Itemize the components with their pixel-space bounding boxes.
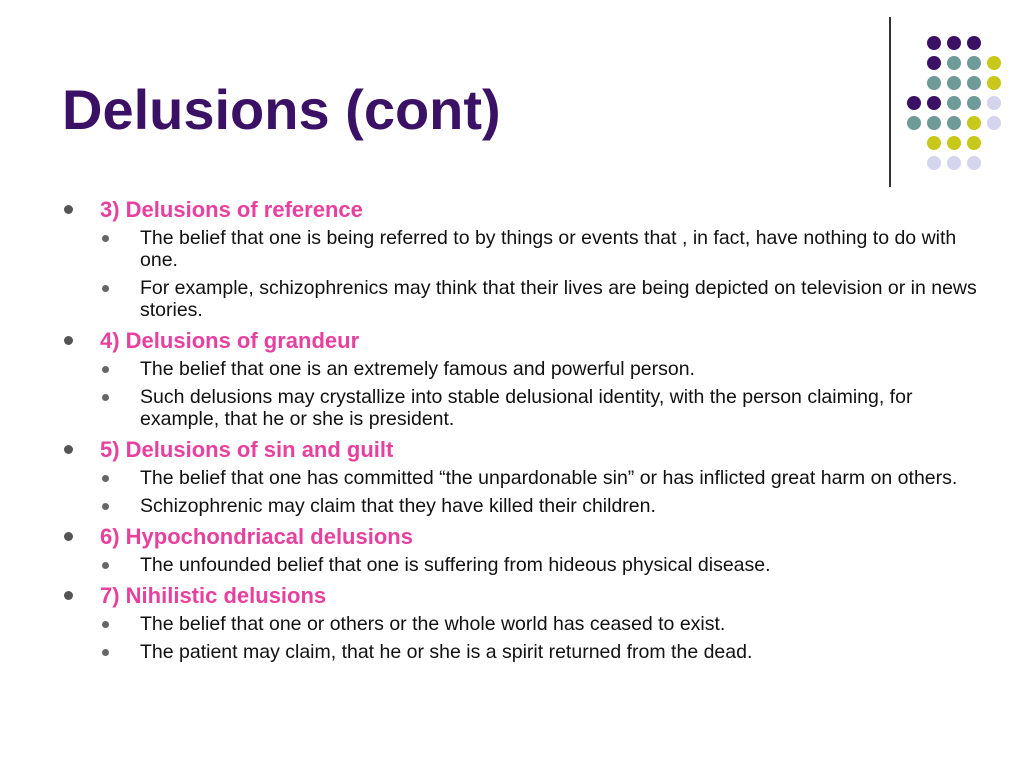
decorative-dot	[987, 156, 1001, 170]
decorative-dot	[987, 36, 1001, 50]
decorative-dot	[907, 156, 921, 170]
bullet-dot-icon	[102, 475, 109, 482]
section-heading: 7) Nihilistic delusions	[100, 583, 327, 608]
list-item	[100, 277, 982, 321]
section-points	[100, 227, 982, 321]
decorative-dot	[987, 76, 1001, 90]
decorative-dot-grid	[907, 16, 1001, 170]
decorative-dot	[967, 156, 981, 170]
decorative-dot	[967, 56, 981, 70]
point-text: The belief that one has committed “the unpardonable sin” or has inflicted great harm on others.	[140, 467, 958, 489]
bullet-dot-icon	[64, 205, 73, 214]
decorative-dot	[907, 96, 921, 110]
decorative-dot	[927, 156, 941, 170]
bullet-dot-icon	[102, 503, 109, 510]
decorative-dot	[947, 56, 961, 70]
bullet-dot-icon	[64, 336, 73, 345]
decorative-dot	[947, 96, 961, 110]
point-text: Schizophrenic may claim that they have killed their children.	[140, 495, 656, 517]
decorative-dot	[987, 116, 1001, 130]
decorative-dot	[987, 96, 1001, 110]
decorative-dot	[987, 16, 1001, 30]
section-heading: 4) Delusions of grandeur	[100, 328, 360, 353]
point-text: The patient may claim, that he or she is a spirit returned from the dead.	[140, 641, 753, 663]
section-item	[62, 196, 982, 321]
point-text: The belief that one is an extremely famous and powerful person.	[140, 358, 695, 380]
section-heading: 3) Delusions of reference	[100, 197, 363, 222]
bullet-dot-icon	[102, 394, 109, 401]
decorative-dot	[967, 36, 981, 50]
decorative-dot	[907, 136, 921, 150]
bullet-list	[62, 195, 982, 669]
decorative-dot	[967, 96, 981, 110]
section-item	[62, 327, 982, 430]
decorative-dot	[947, 76, 961, 90]
decorative-dot	[907, 56, 921, 70]
point-text: Such delusions may crystallize into stable delusional identity, with the person claiming, for example, that he or she is president.	[140, 386, 913, 430]
decorative-dot	[927, 56, 941, 70]
bullet-dot-icon	[64, 532, 73, 541]
point-text: The belief that one is being referred to by things or events that , in fact, have nothing to do with one.	[140, 227, 957, 271]
bullet-dot-icon	[64, 591, 73, 600]
section-points	[100, 613, 982, 663]
decorative-dot	[947, 16, 961, 30]
decorative-dot	[907, 16, 921, 30]
section-points	[100, 554, 982, 576]
decorative-dot	[927, 96, 941, 110]
list-item	[100, 386, 982, 430]
decorative-dot	[987, 56, 1001, 70]
bullet-dot-icon	[102, 285, 109, 292]
list-item	[100, 227, 982, 271]
point-text: For example, schizophrenics may think that their lives are being depicted on television or in news stories.	[140, 277, 977, 321]
point-text: The unfounded belief that one is suffering from hideous physical disease.	[140, 554, 771, 576]
decorative-dot	[947, 156, 961, 170]
title-divider-line	[889, 17, 891, 187]
bullet-dot-icon	[64, 445, 73, 454]
list-item	[100, 554, 982, 576]
list-item	[100, 495, 982, 517]
decorative-dot	[967, 116, 981, 130]
section-item	[62, 436, 982, 517]
decorative-dot	[947, 36, 961, 50]
section-heading: 6) Hypochondriacal delusions	[100, 524, 413, 549]
section-heading: 5) Delusions of sin and guilt	[100, 437, 394, 462]
decorative-dot	[947, 116, 961, 130]
decorative-dot	[927, 116, 941, 130]
slide-title: Delusions (cont)	[62, 78, 501, 141]
section-points	[100, 358, 982, 430]
decorative-dot	[927, 16, 941, 30]
decorative-dot	[907, 36, 921, 50]
decorative-dot	[987, 136, 1001, 150]
decorative-dot	[927, 76, 941, 90]
decorative-dot	[907, 76, 921, 90]
decorative-dot	[907, 116, 921, 130]
decorative-dot	[927, 136, 941, 150]
list-item	[100, 358, 982, 380]
decorative-dot	[947, 136, 961, 150]
list-item	[100, 613, 982, 635]
list-item	[100, 641, 982, 663]
bullet-dot-icon	[102, 235, 109, 242]
point-text: The belief that one or others or the whole world has ceased to exist.	[140, 613, 726, 635]
section-item	[62, 582, 982, 663]
bullet-dot-icon	[102, 621, 109, 628]
decorative-dot	[927, 36, 941, 50]
bullet-dot-icon	[102, 649, 109, 656]
bullet-dot-icon	[102, 562, 109, 569]
decorative-dot	[967, 16, 981, 30]
section-points	[100, 467, 982, 517]
decorative-dot	[967, 136, 981, 150]
bullet-dot-icon	[102, 366, 109, 373]
decorative-dot	[967, 76, 981, 90]
list-item	[100, 467, 982, 489]
section-item	[62, 523, 982, 576]
